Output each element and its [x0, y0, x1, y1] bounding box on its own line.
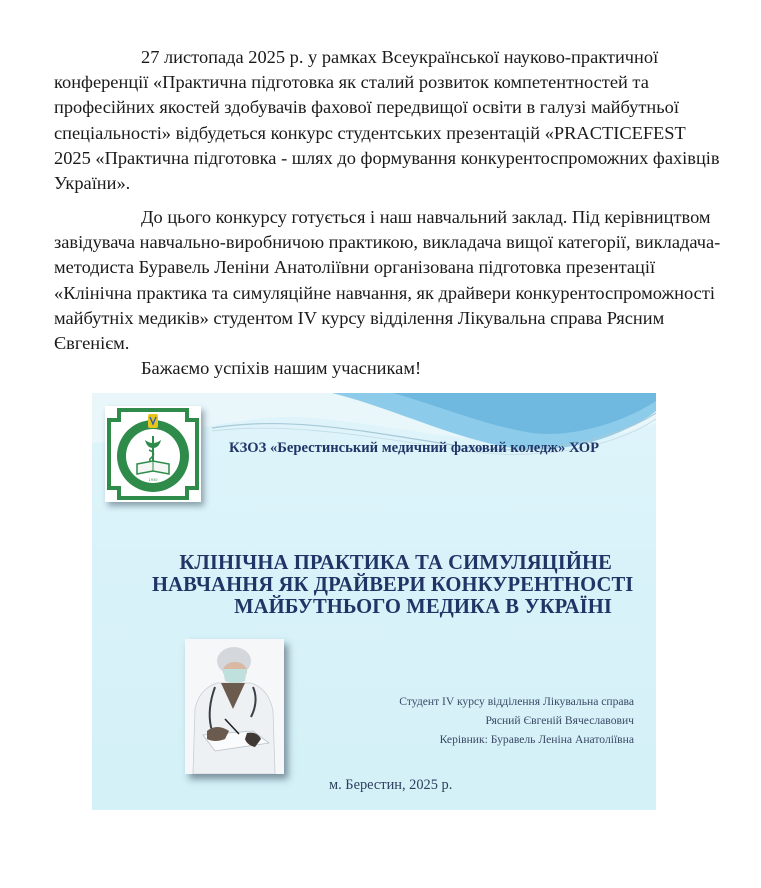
college-emblem-icon — [105, 406, 201, 502]
preparation-paragraph — [54, 205, 722, 356]
student-name-line: Рясний Євгеній Вячеславович — [485, 714, 634, 727]
presentation-title-slide — [92, 393, 656, 810]
author-info — [342, 692, 634, 749]
wishes-paragraph — [54, 356, 722, 381]
city-year: м. Берестин, 2025 р. — [329, 777, 453, 793]
paragraph-text: До цього конкурсу готується і наш навчальний заклад. Під керівництвом завідувача навчально-виробничою практикою, викладача вищої категорії, викладача-методиста Буравель Леніни Анатоліївни організована підготовка презентації «Клінічна практика та симуляційне навчання, як драйвери конкурентоспроможності майбутніх медиків» студентом IV курсу відділення Лікувальна справа Рясним Євгенієм. — [54, 207, 721, 354]
title-line: МАЙБУТНЬОГО МЕДИКА В УКРАЇНІ — [234, 596, 612, 618]
paragraph-text: Бажаємо успіхів нашим учасникам! — [141, 358, 422, 378]
paragraph-text: 27 листопада 2025 р. у рамках Всеукраїнської науково-практичної конференції «Практична підготовка як сталий розвиток компетентностей та професійних якостей здобувачів фахової передвищої освіти в галузі майбутньої спеціальності» відбудеться конкурс студентських презентацій «PRACTICEFEST 2025 «Практична підготовка - шлях до формування конкурентоспроможних фахівців України». — [54, 47, 720, 194]
svg-text:1930: 1930 — [148, 478, 158, 482]
doctor-photo-icon — [185, 639, 284, 774]
presentation-title — [152, 552, 634, 618]
supervisor-line: Керівник: Буравель Леніна Анатоліївна — [439, 733, 634, 746]
announcement-paragraph — [54, 45, 722, 196]
college-name: КЗОЗ «Берестинський медичний фаховий коледж» ХОР — [229, 440, 600, 456]
title-line: НАВЧАННЯ ЯК ДРАЙВЕРИ КОНКУРЕНТНОСТІ — [152, 574, 634, 596]
student-course-line: Студент IV курсу відділення Лікувальна справа — [399, 695, 634, 708]
doctor-photo — [185, 639, 284, 774]
title-line: КЛІНІЧНА ПРАКТИКА ТА СИМУЛЯЦІЙНЕ — [179, 552, 612, 574]
college-logo — [105, 406, 201, 502]
